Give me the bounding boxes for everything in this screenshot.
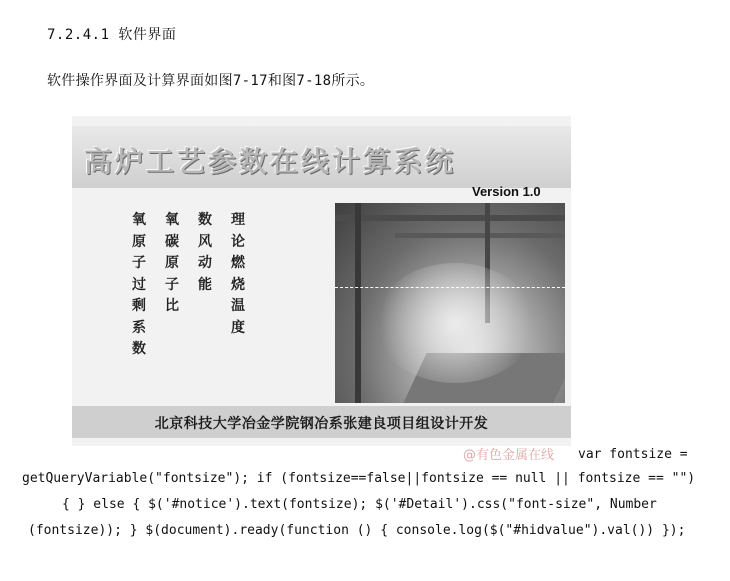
photo-smoke (375, 263, 535, 383)
intro-paragraph: 软件操作界面及计算界面如图7-17和图7-18所示。 (47, 73, 375, 89)
developer-credit: 北京科技大学冶金学院钢冶系张建良项目组设计开发 (154, 416, 489, 432)
menu-column-combustion-temp[interactable]: 理论燃烧温度 (231, 212, 245, 336)
code-line-4: (fontsize)); } $(document).ready(function () { console.log($("#hidvalue").val()) }); (28, 523, 686, 538)
watermark-text: @有色金属在线 (463, 448, 555, 463)
photo-dashed-line (335, 287, 565, 288)
code-line-2: getQueryVariable("fontsize"); if (fontsize==false||fontsize == null || fontsize == "") (22, 471, 696, 486)
blast-furnace-photo (335, 203, 565, 403)
photo-pipe (335, 215, 565, 221)
version-label: Version 1.0 (472, 184, 541, 199)
section-heading: 7.2.4.1 软件界面 (47, 27, 177, 43)
code-line-1: var fontsize = (578, 447, 688, 462)
code-line-3: { } else { $('#notice').text(fontsize); $('#Detail').css("font-size", Number (62, 497, 657, 512)
system-title: 高炉工艺参数在线计算系统 (84, 145, 457, 178)
footer-band (72, 406, 571, 438)
photo-beam (355, 203, 361, 403)
menu-column-oxygen-carbon-ratio[interactable]: 氧碳原子比 (165, 212, 179, 314)
photo-pipe (395, 233, 565, 238)
menu-column-kinetic-energy[interactable]: 数风动能 (198, 212, 212, 293)
title-banner (72, 126, 571, 188)
menu-column-oxygen-excess[interactable]: 氧原子过剩系数 (132, 212, 146, 357)
software-screenshot-figure (72, 116, 571, 446)
